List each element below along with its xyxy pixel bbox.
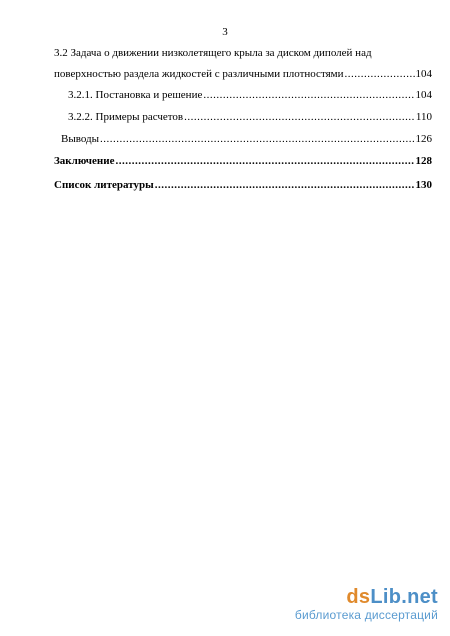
toc-entry-conclusions-chapter	[61, 132, 432, 146]
toc-entry-page: 110	[415, 111, 432, 123]
watermark-logo	[295, 586, 438, 608]
dot-leader	[184, 110, 415, 124]
toc-entry-page: 130	[415, 179, 432, 191]
toc-entry-label: Список литературы	[54, 179, 154, 191]
toc-entry-page: 126	[415, 133, 432, 145]
page-number: 3	[222, 26, 228, 38]
toc-entry-label: Выводы	[61, 133, 100, 145]
dot-leader	[203, 88, 414, 102]
toc-entry-3-2-2	[68, 110, 432, 124]
toc-entry-3-2-1	[68, 88, 432, 102]
toc-entry-3-2-second-line	[54, 67, 432, 81]
dot-leader	[100, 132, 414, 146]
toc-entry-3-2-first-line: 3.2 Задача о движении низколетящего крыла за диском диполей над	[54, 47, 372, 59]
toc-entry-conclusion	[54, 154, 432, 168]
toc-entry-label: 3.2.2. Примеры расчетов	[68, 111, 184, 123]
watermark-subtitle: библиотека диссертаций	[294, 608, 438, 622]
dot-leader	[345, 67, 415, 81]
toc-entry-label: 3.2.1. Постановка и решение	[68, 89, 203, 101]
toc-entry-label: поверхностью раздела жидкостей с различными плотностями	[54, 68, 344, 80]
watermark-logo-ds: ds	[346, 586, 371, 608]
toc-entry-label: Заключение	[54, 155, 115, 167]
watermark-logo-net: .net	[401, 586, 438, 608]
watermark-logo-lib: Lib	[370, 586, 402, 608]
watermark	[295, 586, 438, 622]
dot-leader	[155, 178, 415, 192]
toc-entry-page: 104	[415, 89, 432, 101]
toc-entry-page: 104	[415, 68, 432, 80]
toc-entry-page: 128	[415, 155, 432, 167]
toc-entry-references	[54, 178, 432, 192]
dot-leader	[115, 154, 414, 168]
toc-entry-3-2	[54, 46, 432, 81]
